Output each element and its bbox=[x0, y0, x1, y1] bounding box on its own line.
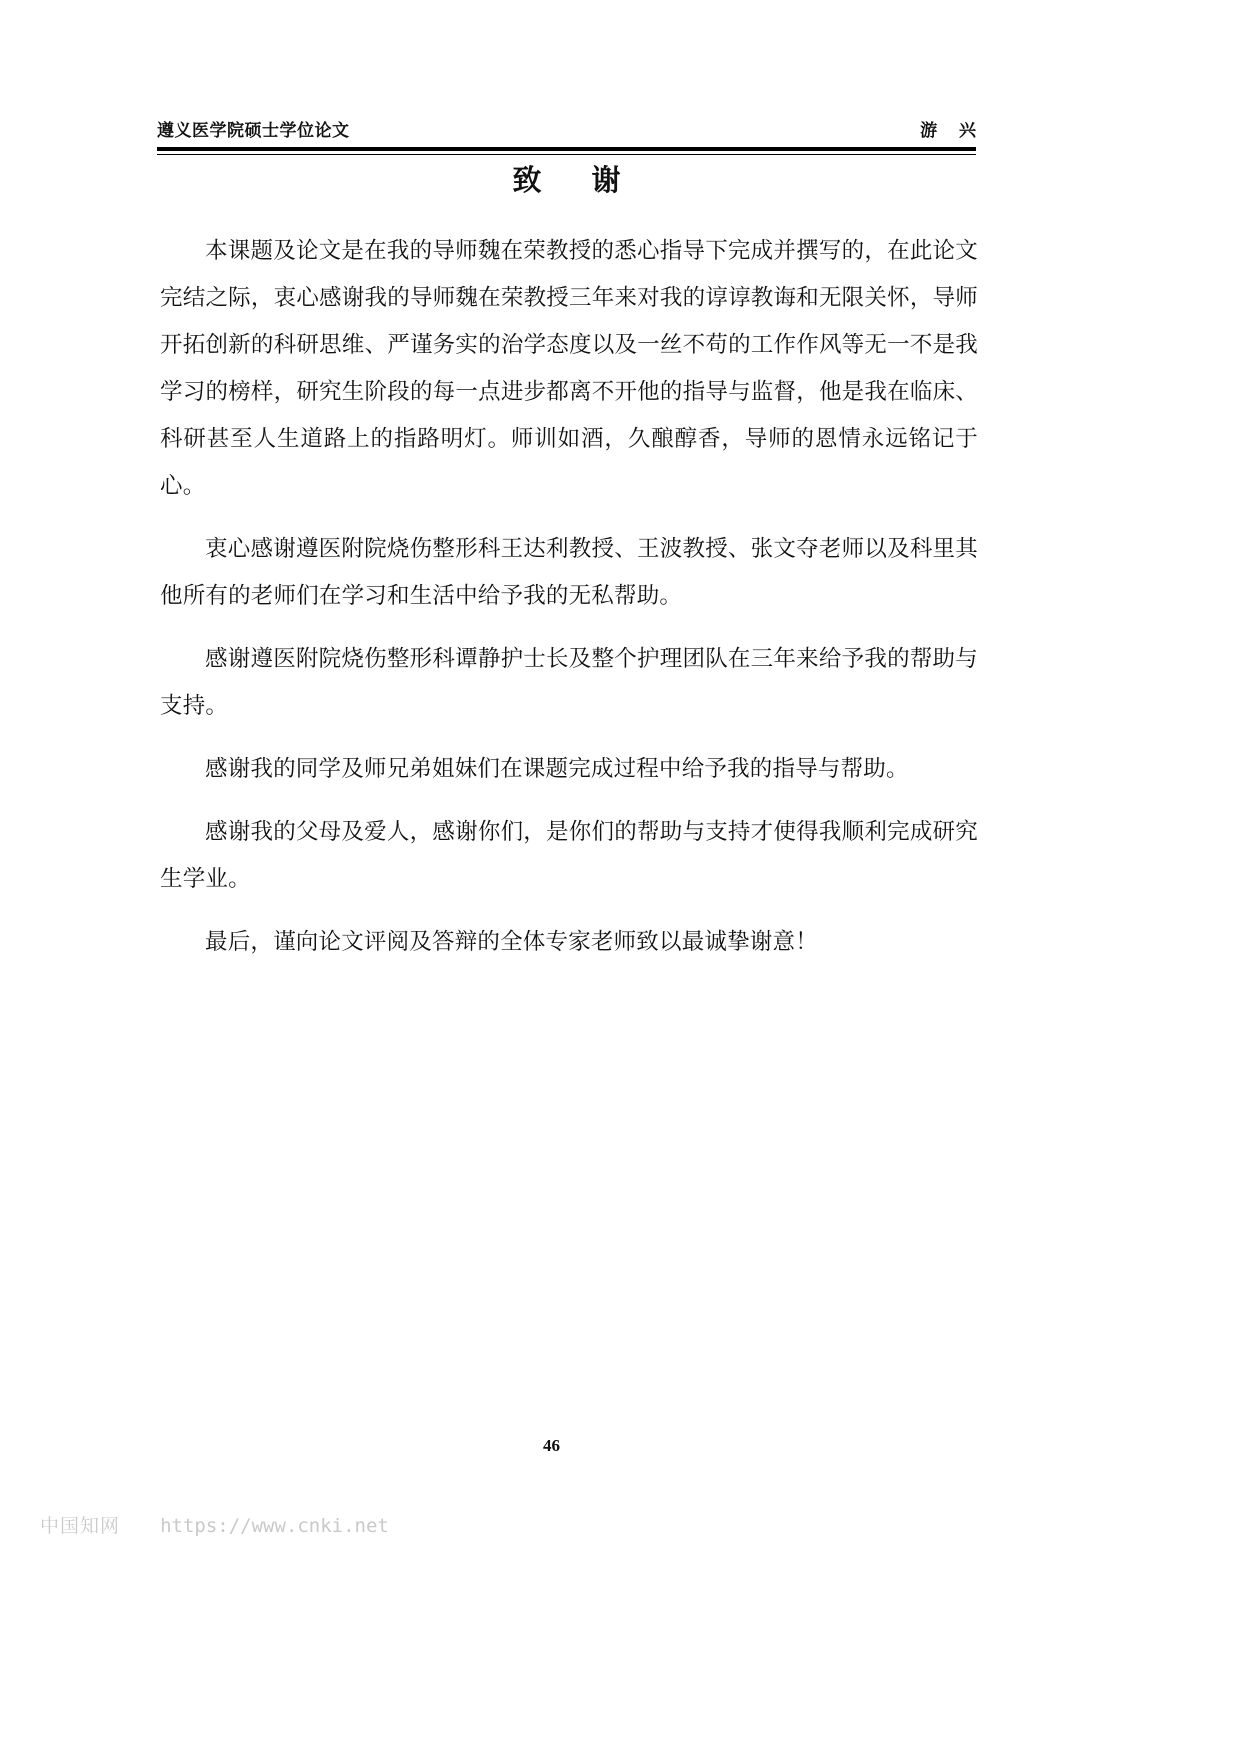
running-header bbox=[157, 118, 984, 144]
header-rule-thick bbox=[157, 147, 976, 151]
thesis-header-title: 遵义医学院硕士学位论文 bbox=[157, 121, 350, 141]
paragraph-nursing-team: 感谢遵医附院烧伤整形科谭静护士长及整个护理团队在三年来给予我的帮助与支持。 bbox=[160, 646, 978, 719]
watermark-url: https://www.cnki.net bbox=[160, 1515, 389, 1537]
page-number: 46 bbox=[543, 1436, 560, 1455]
paragraph-committee: 最后，谨向论文评阅及答辩的全体专家老师致以最诚挚谢意！ bbox=[205, 929, 818, 955]
author-name: 游 兴 bbox=[920, 121, 984, 141]
watermark-brand: 中国知网 bbox=[40, 1515, 121, 1537]
header-rule-thin bbox=[157, 154, 976, 155]
paragraph-department-teachers: 衷心感谢遵医附院烧伤整形科王达利教授、王波教授、张文夺老师以及科里其他所有的老师们在学习和生活中给予我的无私帮助。 bbox=[160, 536, 978, 609]
cnki-watermark bbox=[40, 1513, 389, 1539]
acknowledgement-body bbox=[160, 228, 978, 982]
page-title: 致谢 bbox=[512, 163, 671, 197]
paragraph-classmates: 感谢我的同学及师兄弟姐妹们在课题完成过程中给予我的指导与帮助。 bbox=[205, 756, 909, 782]
paragraph-advisor: 本课题及论文是在我的导师魏在荣教授的悉心指导下完成并撰写的，在此论文完结之际，衷心感谢我的导师魏在荣教授三年来对我的谆谆教诲和无限关怀，导师开拓创新的科研思维、严谨务实的治学态度以及一丝不苟的工作作风等无一不是我学习的榜样，研究生阶段的每一点进步都离不开他的指导与监督，他是我在临床、科研甚至人生道路上的指路明灯。师训如酒，久酿醇香，导师的恩情永远铭记于心。 bbox=[160, 238, 978, 499]
paragraph-family: 感谢我的父母及爱人，感谢你们，是你们的帮助与支持才使得我顺利完成研究生学业。 bbox=[160, 819, 978, 892]
